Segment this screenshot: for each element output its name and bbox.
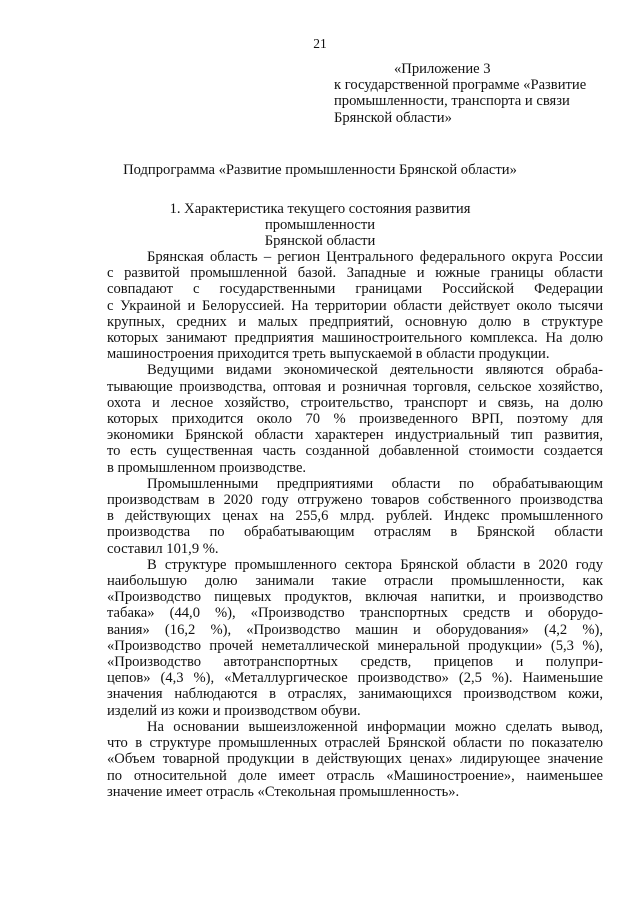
appendix-line: к государственной программе «Развитие bbox=[334, 77, 587, 94]
paragraph bbox=[107, 476, 603, 557]
paragraph-line: изделий из кожи и производством обуви. bbox=[107, 702, 361, 719]
paragraph-line: с развитой промышленной базой. Западные и южные границы области bbox=[107, 265, 603, 282]
appendix-header bbox=[334, 61, 624, 126]
paragraph-line: в промышленном производстве. bbox=[107, 459, 307, 476]
paragraph-line: табака» (44,0 %), «Производство транспортных средств и оборудо- bbox=[107, 605, 603, 622]
paragraph-line: производства по обрабатывающим отраслям в Брянской области bbox=[107, 524, 603, 541]
section-title-line: 1. Характеристика текущего состояния развития промышленности bbox=[169, 201, 471, 234]
page-number: 21 bbox=[313, 36, 327, 51]
paragraph bbox=[107, 719, 603, 800]
subprogram-title: Подпрограмма «Развитие промышленности Брянской области» bbox=[123, 162, 517, 178]
paragraph-line: охота и лесное хозяйство, строительство, транспорт и связь, на долю bbox=[107, 394, 603, 411]
section-title-line: Брянской области bbox=[264, 233, 376, 250]
paragraph-line: вания» (16,2 %), «Производство машин и оборудования» (4,2 %), bbox=[107, 621, 603, 638]
paragraph-line: в действующих ценах на 255,6 млрд. рублей. Индекс промышленного bbox=[107, 508, 603, 525]
paragraph-line: Промышленными предприятиями области по обрабатывающим bbox=[147, 475, 603, 492]
paragraph-line: которых занимают предприятия машиностроительного комплекса. На долю bbox=[107, 330, 603, 347]
paragraph-line: которых приходится около 70 % произведенного ВРП, поэтому для bbox=[107, 411, 603, 428]
paragraph bbox=[107, 362, 603, 475]
paragraph-line: На основании вышеизложенной информации можно сделать вывод, bbox=[147, 718, 603, 735]
appendix-line: «Приложение 3 bbox=[394, 61, 491, 77]
paragraph-line: производствам в 2020 году отгружено товаров собственного производства bbox=[107, 492, 603, 509]
paragraph-line: цепов» (4,3 %), «Металлургическое производство» (2,5 %). Наименьшие bbox=[107, 670, 603, 687]
paragraph-line: по относительной доле имеет отрасль «Машиностроение», наименьшее bbox=[107, 767, 603, 784]
document-body bbox=[107, 249, 603, 800]
section-title bbox=[120, 201, 520, 250]
paragraph-line: В структуре промышленного сектора Брянской области в 2020 году bbox=[147, 556, 603, 573]
paragraph-line: экономики Брянской области характерен индустриальный тип развития, bbox=[107, 427, 603, 444]
paragraph-line: Ведущими видами экономической деятельности являются обраба- bbox=[147, 362, 603, 379]
paragraph-line: значение имеет отрасль «Стекольная промышленность». bbox=[107, 783, 460, 800]
paragraph-line: Брянская область – регион Центрального федерального округа России bbox=[147, 249, 603, 265]
paragraph-line: крупных, средних и малых предприятий, основную долю в структуре bbox=[107, 313, 603, 330]
paragraph-line: совпадают с государственными границами Российской Федерации bbox=[107, 281, 603, 298]
paragraph bbox=[107, 249, 603, 362]
paragraph-line: наибольшую долю занимали такие отрасли промышленности, как bbox=[107, 573, 603, 590]
paragraph-line: «Производство пищевых продуктов, включая напитки, и производство bbox=[107, 589, 603, 606]
paragraph-line: «Объем товарной продукции в действующих ценах» лидирующее значение bbox=[107, 751, 603, 768]
paragraph-line: с Украиной и Белоруссией. На территории области действует около тысячи bbox=[107, 297, 603, 314]
paragraph-line: машиностроения приходится треть выпускаемой в области продукции. bbox=[107, 346, 550, 363]
paragraph-line: составил 101,9 %. bbox=[107, 540, 219, 557]
paragraph-line: то есть существенная часть созданной добавленной стоимости создается bbox=[107, 443, 603, 460]
paragraph bbox=[107, 557, 603, 719]
appendix-line: Брянской области» bbox=[334, 109, 452, 126]
paragraph-line: «Производство автотранспортных средств, прицепов и полупри- bbox=[107, 654, 603, 671]
appendix-line: промышленности, транспорта и связи bbox=[334, 93, 570, 110]
paragraph-line: значения наблюдаются в отраслях, занимающихся производством кожи, bbox=[107, 686, 603, 703]
paragraph-line: «Производство прочей неметаллической минеральной продукции» (5,3 %), bbox=[107, 637, 603, 654]
paragraph-line: тывающие производства, оптовая и розничная торговля, сельское хозяйство, bbox=[107, 378, 603, 395]
paragraph-line: что в структуре промышленных отраслей Брянской области по показателю bbox=[107, 735, 603, 752]
